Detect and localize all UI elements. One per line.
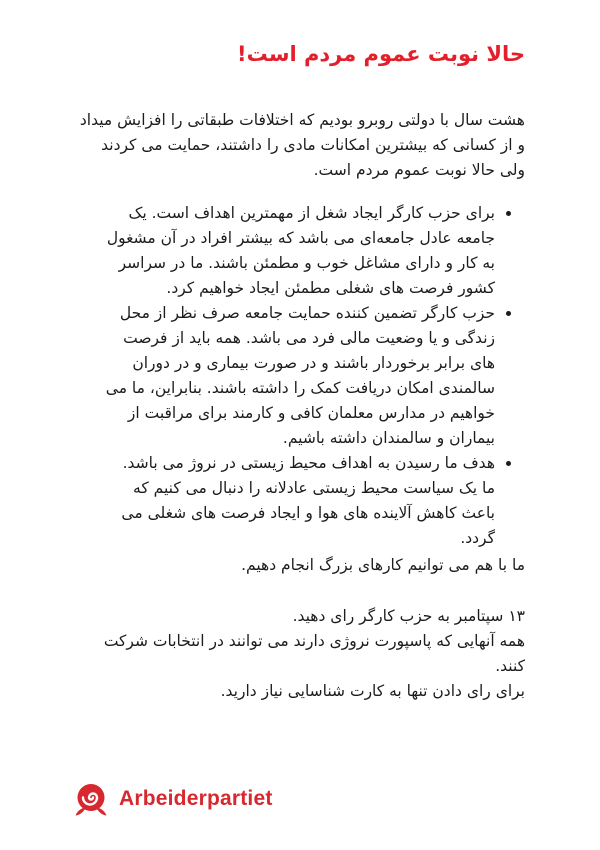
voting-block [75,604,525,704]
bullet-list [75,201,525,551]
voting-line-id: برای رای دادن تنها به کارت شناسایی نیاز دارید. [220,682,525,700]
intro-paragraph: هشت سال با دولتی روبرو بودیم که اختلافات طبقاتی را افزایش میداد و از کسانی که بیشترین امکانات مادی را داشتند، حمایت می کردند ولی حالا نوبت عموم مردم است. [79,111,525,179]
voting-line-eligibility: همه آنهایی که پاسپورت نروژی دارند می توانند در انتخابات شرکت کنند. [103,632,525,675]
rose-icon [72,780,110,818]
page-title: حالا نوبت عموم مردم است! [237,42,525,66]
closing-text: ما با هم می توانیم کارهای بزرگ انجام دهیم. [241,556,525,574]
footer-logo-block [72,780,273,818]
voting-line-date: ۱۳ سپتامبر به حزب کارگر رای دهید. [292,607,525,625]
bullet-item-environment: • هدف ما رسیدن به اهداف محیط زیستی در نروژ می باشد. ما یک سیاست محیط زیستی عادلانه را دنبال می کنیم که باعث کاهش آلاینده های هوا و ایجاد فرصت های شغلی می گردد. [75,451,495,551]
bullet-item-jobs: • برای حزب کارگر ایجاد شغل از مهمترین اهداف است. یک جامعه عادل جامعه‌ای می باشد که بیشتر افراد در آن مشغول به کار و دارای مشاغل خوب و مطمئن باشند. ما در سراسر کشور فرصت های شغلی مطمئن ایجاد خواهیم کرد. [75,201,495,301]
bullet-item-welfare: • حزب کارگر تضمین کننده حمایت جامعه صرف نظر از محل زندگی و یا وضعیت مالی فرد می باشد. همه باید از فرصت های برابر برخوردار باشند و در صورت بیماری و در دوران سالمندی امکان دریافت کمک را داشته باشند. بنابراین، ما می خواهیم در مدارس معلمان کافی و کارمند برای مراقبت از بیماران و سالمندان داشته باشیم. [75,301,495,451]
party-name: Arbeiderpartiet [119,787,273,810]
